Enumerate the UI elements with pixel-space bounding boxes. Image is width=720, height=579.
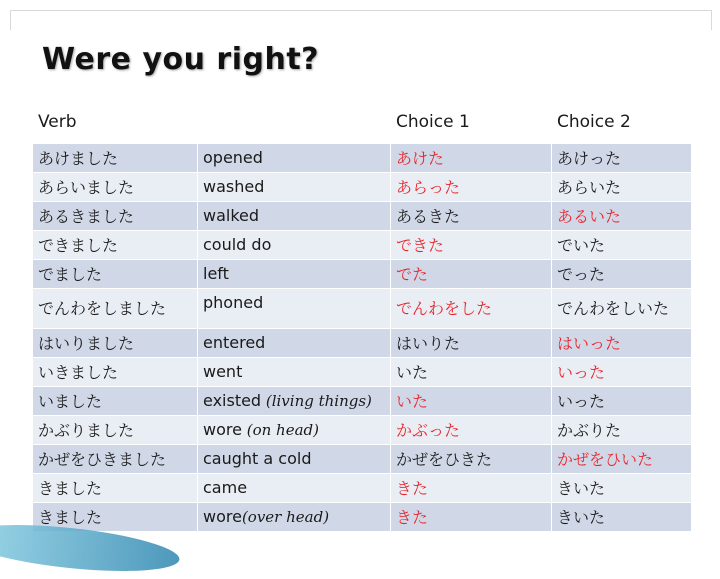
choice1-cell-text: いた [396, 362, 429, 382]
choice1-cell [391, 173, 552, 202]
table-row [33, 144, 692, 173]
verb-cell-text: あけました [38, 148, 119, 168]
choice1-cell [391, 260, 552, 289]
verb-cell-text: はいりました [38, 333, 135, 353]
choice1-cell [391, 144, 552, 173]
verb-cell-text: かぶりました [38, 420, 135, 440]
verb-cell [33, 416, 198, 445]
meaning-cell [198, 387, 391, 416]
table-row [33, 260, 692, 289]
choice2-cell-text: きいた [557, 478, 606, 498]
choice2-cell [552, 445, 692, 474]
choice2-cell [552, 358, 692, 387]
table-row [33, 358, 692, 387]
choice2-cell [552, 503, 692, 532]
meaning-cell-text: existed [203, 391, 262, 410]
choice1-cell [391, 202, 552, 231]
verb-cell [33, 387, 198, 416]
choice2-cell [552, 144, 692, 173]
meaning-note: (living things) [261, 392, 372, 410]
meaning-cell-text: caught a cold [203, 449, 312, 468]
choice1-cell-text: かぜをひきた [396, 449, 493, 469]
table-row [33, 329, 692, 358]
table-row [33, 387, 692, 416]
header-choice2: Choice 2 [552, 102, 692, 144]
choice1-cell [391, 231, 552, 260]
meaning-cell [198, 358, 391, 387]
choice2-cell-text: あらいた [557, 177, 622, 197]
meaning-cell [198, 474, 391, 503]
choice2-cell [552, 329, 692, 358]
choice2-cell [552, 416, 692, 445]
verb-cell [33, 289, 198, 329]
verb-cell-text: かぜをひきました [38, 449, 167, 469]
meaning-cell [198, 503, 391, 532]
meaning-cell-text: could do [203, 235, 272, 254]
page-title: Were you right? [42, 42, 320, 77]
choice1-cell-text: あらった [396, 177, 461, 197]
choice1-cell-text: でた [396, 264, 429, 284]
meaning-cell [198, 173, 391, 202]
choice1-cell [391, 329, 552, 358]
verb-cell [33, 358, 198, 387]
choice2-cell-text: あけった [557, 148, 622, 168]
header-verb: Verb [33, 102, 391, 144]
meaning-cell-text: opened [203, 148, 263, 167]
choice2-cell [552, 260, 692, 289]
meaning-note: (over head) [241, 508, 330, 526]
meaning-cell [198, 144, 391, 173]
choice1-cell [391, 358, 552, 387]
choice1-cell-text: できた [396, 235, 445, 255]
meaning-cell-text: went [203, 362, 243, 381]
meaning-cell-text: phoned [203, 293, 264, 312]
choice1-cell-text: あるきた [396, 206, 461, 226]
choice2-cell-text: かぶりた [557, 420, 622, 440]
table-row [33, 289, 692, 329]
choice2-cell-text: かぜをひいた [557, 449, 654, 469]
table-row [33, 445, 692, 474]
choice1-cell [391, 387, 552, 416]
meaning-cell [198, 231, 391, 260]
choice2-cell-text: はいった [557, 333, 622, 353]
verb-cell [33, 329, 198, 358]
verb-cell-text: いきました [38, 362, 119, 382]
choice2-cell [552, 289, 692, 329]
slide-frame [10, 10, 712, 30]
verb-cell-text: あるきました [38, 206, 135, 226]
meaning-cell-text: entered [203, 333, 266, 352]
verb-cell-text: あらいました [38, 177, 135, 197]
meaning-cell [198, 416, 391, 445]
choice1-cell [391, 474, 552, 503]
verb-cell-text: できました [38, 235, 119, 255]
verb-cell [33, 445, 198, 474]
choice1-cell-text: はいりた [396, 333, 461, 353]
choice1-cell [391, 289, 552, 329]
meaning-note: (on head) [241, 421, 319, 439]
verb-cell [33, 144, 198, 173]
verb-cell-text: きました [38, 507, 103, 527]
verb-cell [33, 173, 198, 202]
meaning-cell [198, 329, 391, 358]
table-row [33, 202, 692, 231]
choice2-cell [552, 231, 692, 260]
choice1-cell [391, 445, 552, 474]
meaning-cell-text: left [203, 264, 229, 283]
meaning-cell [198, 260, 391, 289]
table-row [33, 416, 692, 445]
table-row [33, 474, 692, 503]
choice2-cell-text: でいた [557, 235, 606, 255]
choice2-cell-text: いった [557, 391, 606, 411]
meaning-cell [198, 202, 391, 231]
choice2-cell [552, 173, 692, 202]
verb-cell [33, 260, 198, 289]
choice2-cell [552, 202, 692, 231]
choice2-cell [552, 474, 692, 503]
verb-cell [33, 202, 198, 231]
verb-cell-text: でんわをしました [38, 299, 167, 318]
choice2-cell-text: でんわをしいた [557, 299, 670, 318]
choice1-cell-text: きた [396, 478, 429, 498]
verb-cell-text: でました [38, 264, 103, 284]
meaning-cell [198, 289, 391, 329]
choice1-cell-text: でんわをした [396, 299, 493, 318]
verb-table [32, 101, 692, 532]
header-row [33, 102, 692, 144]
verb-cell [33, 474, 198, 503]
verb-cell [33, 231, 198, 260]
choice1-cell-text: あけた [396, 148, 445, 168]
choice1-cell-text: いた [396, 391, 429, 411]
choice2-cell-text: でった [557, 264, 606, 284]
choice2-cell-text: いった [557, 362, 606, 382]
choice2-cell [552, 387, 692, 416]
choice2-cell-text: きいた [557, 507, 606, 527]
verb-cell-text: いました [38, 391, 103, 411]
table-row [33, 231, 692, 260]
meaning-cell-text: washed [203, 177, 265, 196]
table-row [33, 503, 692, 532]
choice1-cell-text: きた [396, 507, 429, 527]
choice1-cell [391, 503, 552, 532]
choice2-cell-text: あるいた [557, 206, 622, 226]
choice1-cell-text: かぶった [396, 420, 461, 440]
header-choice1: Choice 1 [391, 102, 552, 144]
verb-cell-text: きました [38, 478, 103, 498]
table-row [33, 173, 692, 202]
meaning-cell-text: came [203, 478, 248, 497]
meaning-cell-text: wore [203, 420, 242, 439]
meaning-cell-text: walked [203, 206, 260, 225]
choice1-cell [391, 416, 552, 445]
meaning-cell [198, 445, 391, 474]
meaning-cell-text: wore [203, 507, 242, 526]
